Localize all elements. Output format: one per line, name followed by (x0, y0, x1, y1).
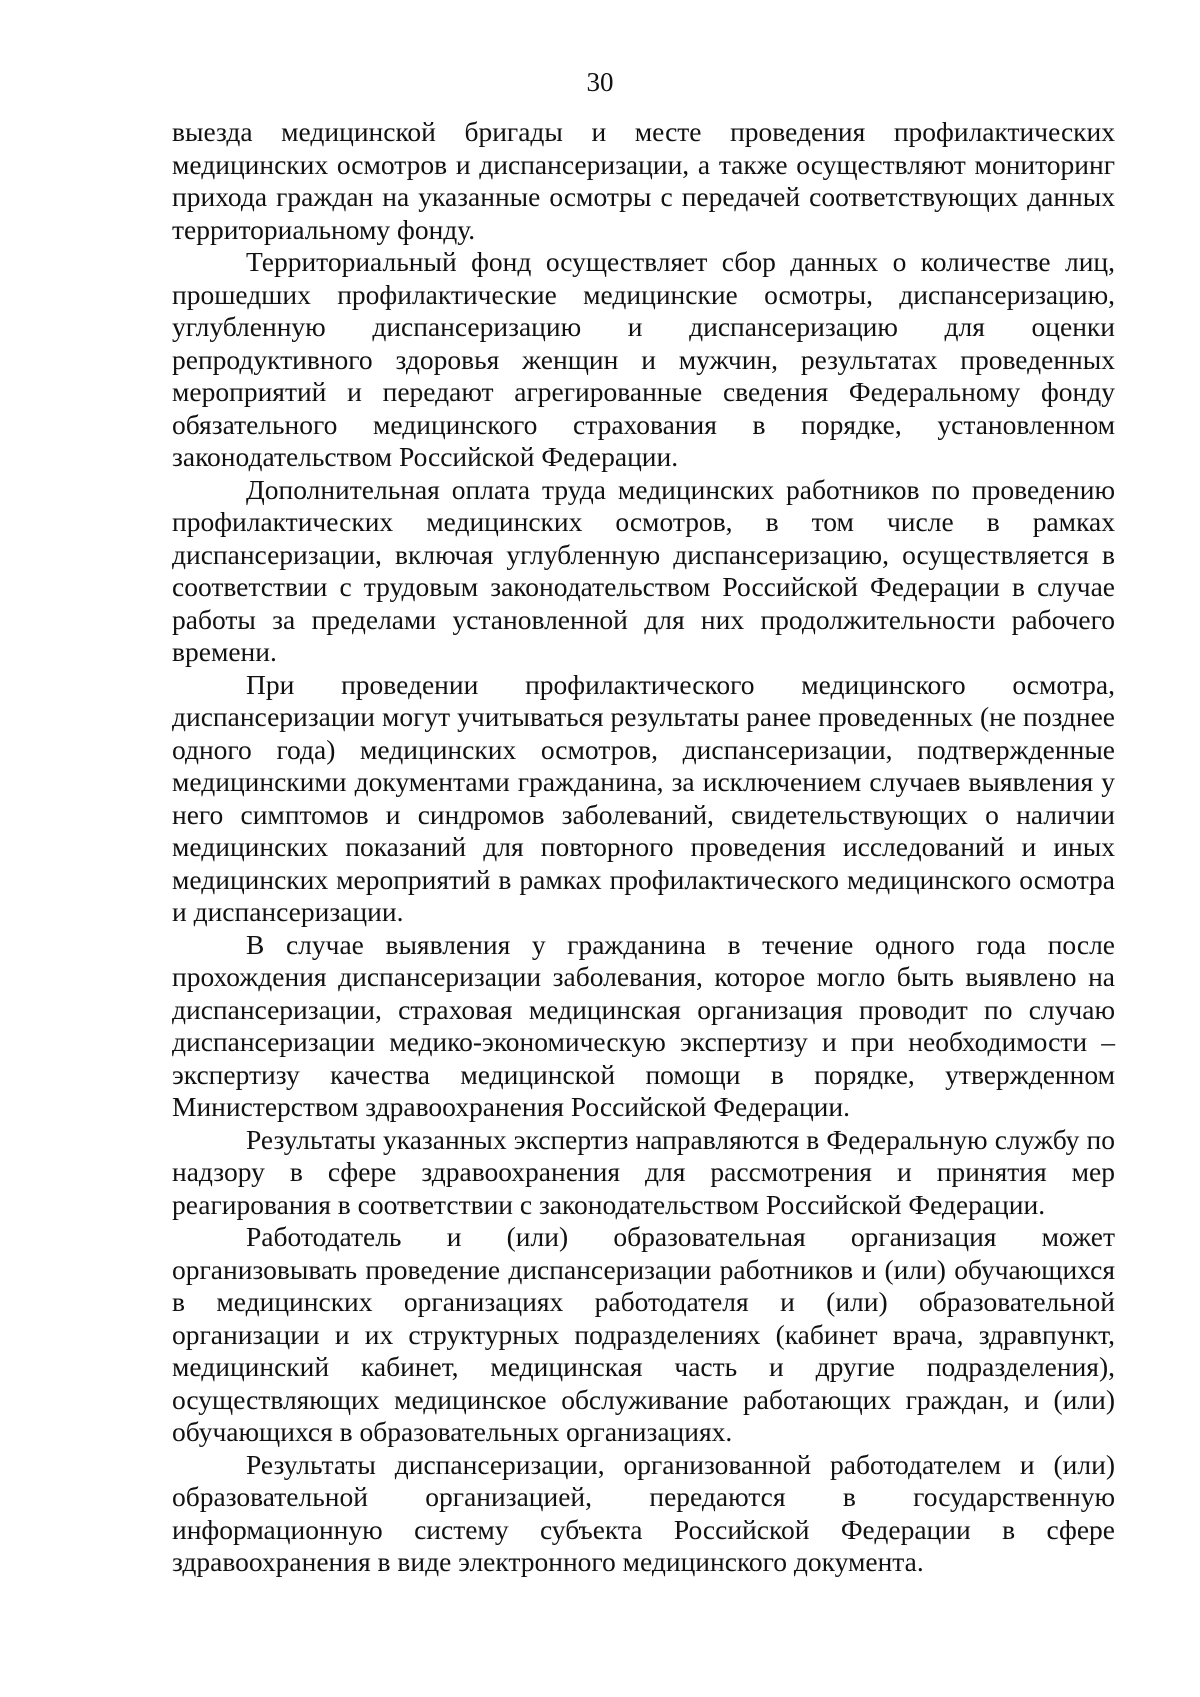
paragraph-territorial-fund-data: Территориальный фонд осуществляет сбор данных о количестве лиц, прошедших профилактические медицинские осмотры, диспансеризацию, углубленную диспансеризацию и диспансеризацию для оценки репродуктивного здоровья женщин и мужчин, результатах проведенных мероприятий и передают агрегированные сведения Федеральному фонду обязательного медицинского страхования в порядке, установленном законодательством Российской Федерации. (172, 246, 1115, 472)
paragraph-expertise-results: Результаты указанных экспертиз направляются в Федеральную службу по надзору в сфере здравоохранения для рассмотрения и принятия мер реагирования в соответствии с законодательством Российской Федерации. (172, 1123, 1115, 1220)
paragraph-additional-payment: Дополнительная оплата труда медицинских работников по проведению профилактических медицинских осмотров, в том числе в рамках диспансеризации, включая углубленную диспансеризацию, осуществляется в соответствии с трудовым законодательством Российской Федерации в случае работы за пределами установленной для них продолжительности рабочего времени. (172, 473, 1115, 667)
paragraph-results-transfer: Результаты диспансеризации, организованной работодателем и (или) образовательной организацией, передаются в государственную информационную систему субъекта Российской Федерации в сфере здравоохранения в виде электронного медицинского документа. (172, 1448, 1115, 1577)
paragraph-employer-organization: Работодатель и (или) образовательная организация может организовывать проведение диспансеризации работников и (или) обучающихся в медицинских организациях работодателя и (или) образовательной организации и их структурных подразделениях (кабинет врача, здравпункт, медицинский кабинет, медицинская часть и другие подразделения), осуществляющих медицинское обслуживание работающих граждан, и (или) обучающихся в образовательных организациях. (172, 1221, 1115, 1447)
paragraph-previous-results: При проведении профилактического медицинского осмотра, диспансеризации могут учитываться результаты ранее проведенных (не позднее одного года) медицинских осмотров, диспансеризации, подтвержденные медицинскими документами гражданина, за исключением случаев выявления у него симптомов и синдромов заболеваний, свидетельствующих о наличии медицинских показаний для повторного проведения исследований и иных медицинских мероприятий в рамках профилактического медицинского осмотра и диспансеризации. (172, 668, 1115, 927)
paragraph-disease-detection-expertise: В случае выявления у гражданина в течение одного года после прохождения диспансеризации заболевания, которое могло быть выявлено на диспансеризации, страховая медицинская организация проводит по случаю диспансеризации медико-экономическую экспертизу и при необходимости – экспертизу качества медицинской помощи в порядке, утвержденном Министерством здравоохранения Российской Федерации. (172, 928, 1115, 1122)
paragraph-continuation: выезда медицинской бригады и месте проведения профилактических медицинских осмотров и диспансеризации, а также осуществляют мониторинг прихода граждан на указанные осмотры с передачей соответствующих данных территориальному фонду. (172, 116, 1115, 245)
document-body (172, 116, 1115, 1579)
page-number: 30 (586, 67, 614, 97)
